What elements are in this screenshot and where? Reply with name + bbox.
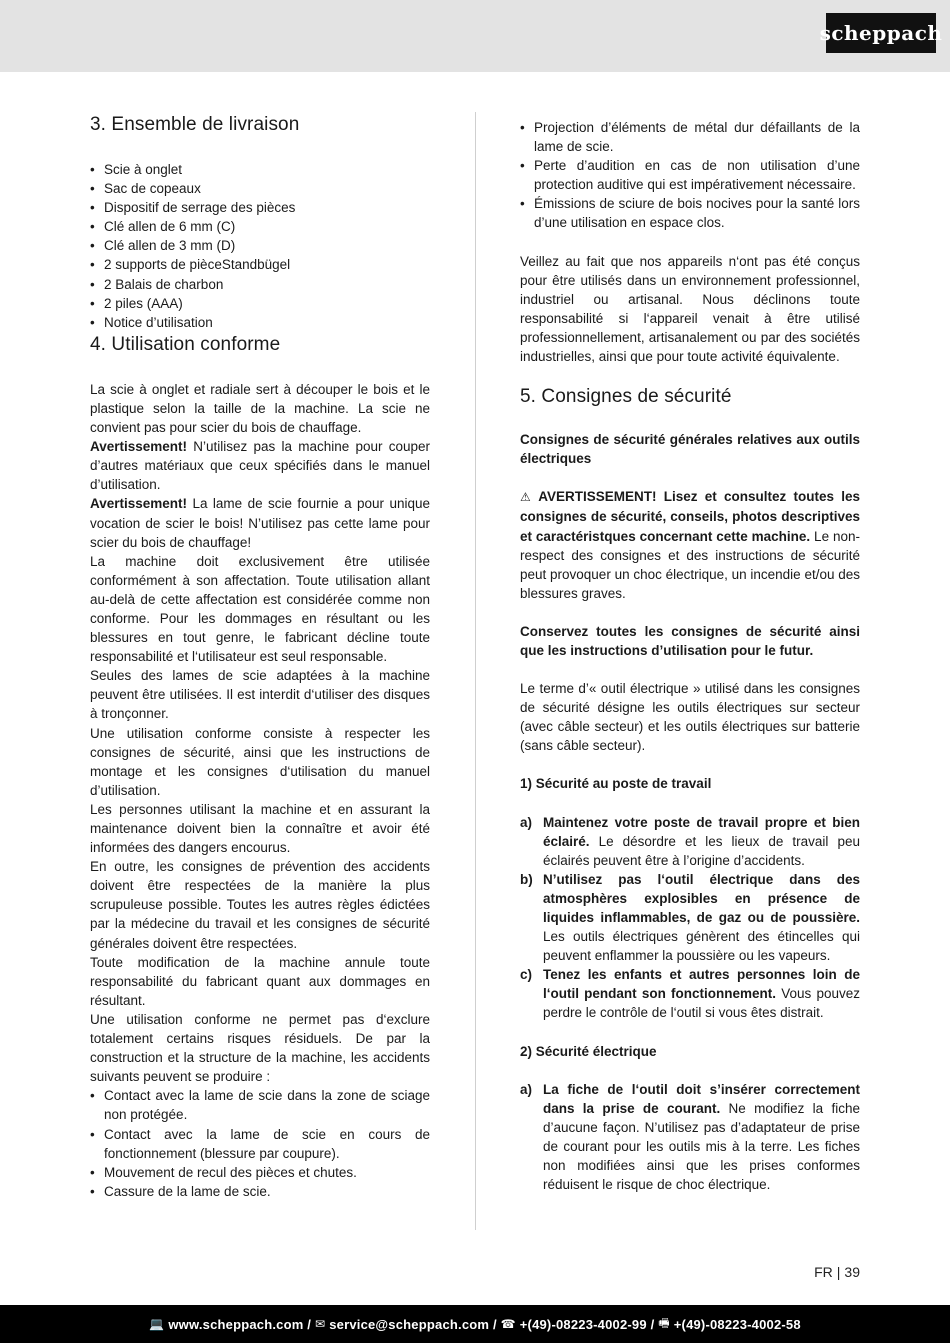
warning-paragraph [520,487,860,603]
paragraph: Les personnes utilisant la machine et en assurant la maintenance doivent bien la connaître et avoir été informées des dangers encourus. [90,801,430,856]
column-divider [475,112,476,1230]
risk-list-continued [520,118,860,233]
fax-icon: 🖷 [658,1315,670,1330]
page-number [814,1264,860,1280]
list-item: • Contact avec la lame de scie en cours de fonctionnement (blessure par coupure). [90,1125,430,1163]
paragraph: Une utilisation conforme consiste à respecter les consignes de sécurité, ainsi que les instructions de montage et les consignes d‘utilisation du manuel d’utilisation. [90,725,430,798]
list-item: • Perte d’audition en cas de non utilisation d’une protection auditive qui est impérativement nécessaire. [520,156,860,194]
section-3-title: 3. Ensemble de livraison [90,114,300,135]
spacer [520,603,860,622]
list-item [520,813,860,870]
warning-bold-text: AVERTISSEMENT! Lisez et consultez toutes les consignes de sécurité, conseils, photos descriptives et caractéristques concernant cette machine. [520,489,860,544]
item-text: Vous pouvez perdre le contrôle de l‘outil si vous êtes distrait. [543,986,860,1021]
paragraph: La scie à onglet et radiale sert à découper le bois et le plastique selon la taille de la machine. La scie ne convient pas pour scier du bois de chauffage. [90,381,430,436]
separator: | [836,1264,841,1280]
paragraph: Le terme d’« outil électrique » utilisé dans les consignes de sécurité désigne les outils électriques sur secteur (avec câble secteur) et les outils électriques sur batterie (sans câble secteur). [520,681,860,754]
laptop-icon: 💻 [149,1317,165,1331]
warning-label: Avertissement! [90,439,188,455]
page-header [0,0,950,72]
spacer [520,1023,860,1042]
paragraph: En outre, les consignes de prévention des accidents doivent être respectées de la manière la plus scrupuleuse possible. Toutes les autres règles édictées par la médecine du travail et les consignes de sécurité générales doivent être respectées. [90,859,430,951]
list-item: • Sac de copeaux [90,179,430,198]
risk-list [90,1086,430,1201]
item-bold-text: N’utilisez pas l‘outil électrique dans des atmosphères explosibles en présence de liquides inflammables, de gaz ou de poussière. [543,871,860,925]
brand-logo: scheppach [826,13,936,53]
electrical-safety-list [520,1080,860,1195]
right-column [520,118,860,1194]
footer-fax: +(49)-08223-4002-58 [673,1316,801,1332]
list-item: • Clé allen de 3 mm (D) [90,236,430,255]
item-marker: c) [520,967,533,983]
footer-email: service@scheppach.com / [329,1316,497,1332]
section-5-title: 5. Consignes de sécurité [520,386,732,408]
item-marker: a) [520,814,533,830]
subheading: 2) Sécurité électrique [520,1043,657,1059]
warning-text: N’utilisez pas la machine pour couper d’autres matériaux que ceux spécifiés dans le manuel d’utilisation. [90,439,430,493]
item-bold-text: Tenez les enfants et autres personnes loin de l‘outil pendant son fonctionnement. [543,967,860,1002]
spacer [520,233,860,252]
list-item: • 2 piles (AAA) [90,294,430,313]
list-item: • Émissions de sciure de bois nocives pour la santé lors d’une utilisation en espace clos. [520,194,860,232]
phone-icon: ☎ [500,1317,516,1331]
list-item: • 2 Balais de charbon [90,275,430,294]
spacer [520,794,860,813]
list-item [520,965,860,1022]
spacer [520,1061,860,1080]
paragraph: Veillez au fait que nos appareils n‘ont pas été conçus pour être utilisés dans un environnement professionnel, industriel ou artisanal. Nous déclinons toute responsabilité si l‘appareil venait à être utilisé professionnellement, artisanalement ou par des sociétés industrielles, ainsi que pour toute activité équivalente. [520,253,860,365]
mail-icon: ✉ [314,1317,326,1331]
subheading: 1) Sécurité au poste de travail [520,776,712,792]
item-bold-text: Maintenez votre poste de travail propre et bien éclairé. [543,814,860,849]
left-column [90,112,430,1201]
item-text: Ne modifiez la fiche d’aucune façon. N’utilisez pas d’adaptateur de prise de courant pour les outils mis à la terre. Les fiches non modifiées ainsi que les prises conformes réduisent le risque de choc électrique. [543,1100,860,1193]
page-number-value: 39 [844,1264,860,1280]
delivery-list [90,160,430,332]
item-text: Les outils électriques génèrent des étincelles qui peuvent enflammer la poussière ou les vapeurs. [543,929,860,964]
section-4-title: 4. Utilisation conforme [90,333,281,355]
warning-text: Le non-respect des consignes et des instructions de sécurité peut provoquer un choc électrique, un incendie et/ou des blessures graves. [520,528,860,601]
list-item: • Clé allen de 6 mm (C) [90,217,430,236]
paragraph: La machine doit exclusivement être utilisée conformément à son affectation. Toute utilisation allant au-delà de cette affectation est considérée comme non conforme. Pour les dommages en résultant ou les blessures en tout genre, le fabricant décline toute responsabilité et l‘utilisateur est seul responsable. [90,553,430,665]
spacer [520,660,860,679]
list-item: • 2 supports de pièceStandbügel [90,255,430,274]
page-footer [0,1305,950,1343]
list-item: • Mouvement de recul des pièces et chutes. [90,1163,430,1182]
item-text: Le désordre et les lieux de travail peu éclairés peuvent être à l’origine d’accidents. [543,833,860,868]
warning-label: Avertissement! [90,496,188,512]
list-item: • Contact avec la lame de scie dans la zone de sciage non protégée. [90,1086,430,1124]
item-bold-text: La fiche de l‘outil doit s’insérer correctement dans la prise de courant. [543,1081,860,1116]
language-code: FR [814,1264,833,1280]
footer-phone: +(49)-08223-4002-99 / [519,1316,655,1332]
list-item: • Dispositif de serrage des pièces [90,198,430,217]
list-item: • Notice d’utilisation [90,313,430,332]
list-item: • Projection d’éléments de métal dur défaillants de la lame de scie. [520,118,860,156]
warning-paragraph [90,437,430,494]
list-item: • Cassure de la lame de scie. [90,1182,430,1201]
spacer [520,468,860,487]
subheading: Consignes de sécurité générales relatives aux outils électriques [520,432,860,467]
warning-text: La lame de scie fournie a pour unique vocation de scier le bois! N’utilisez pas cette lame pour scier du bois de chauffage! [90,496,430,550]
item-marker: b) [520,871,533,887]
paragraph: Une utilisation conforme ne permet pas d‘exclure totalement certains risques résiduels. De par la construction et la structure de la machine, les accidents suivants peuvent se produire : [90,1011,430,1085]
paragraph: Seules des lames de scie adaptées à la machine peuvent être utilisées. Il est interdit d‘utiliser des disques à tronçonner. [90,668,430,722]
keep-instructions: Conservez toutes les consignes de sécurité ainsi que les instructions d’utilisation pour le futur. [520,623,860,658]
warning-paragraph [90,494,430,551]
spacer [520,755,860,774]
list-item [520,1080,860,1195]
paragraph: Toute modification de la machine annule toute responsabilité du fabricant quant aux dommages en résultant. [90,954,430,1008]
workplace-safety-list [520,813,860,1023]
list-item: • Scie à onglet [90,160,430,179]
list-item [520,870,860,965]
footer-website: www.scheppach.com / [168,1316,312,1332]
item-marker: a) [520,1081,533,1097]
warning-icon: ⚠ [520,490,535,505]
